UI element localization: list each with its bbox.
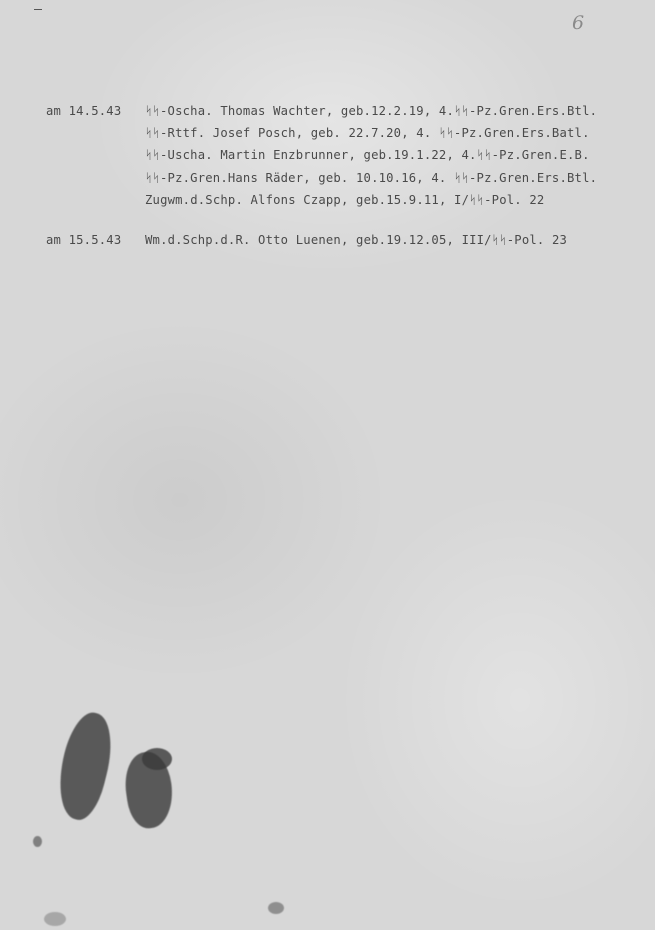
entry-date: am 15.5.43	[46, 233, 122, 247]
entry-line: Wm.d.Schp.d.R. Otto Luenen, geb.19.12.05, III/ᛋᛋ-Pol. 23	[145, 233, 568, 247]
entry-date: am 14.5.43	[46, 104, 122, 118]
entry-lines	[145, 229, 567, 251]
entry-line: ᛋᛋ-Uscha. Martin Enzbrunner, geb.19.1.22, 4.ᛋᛋ-Pz.Gren.E.B.	[145, 148, 590, 163]
entry-line: ᛋᛋ-Rttf. Josef Posch, geb. 22.7.20, 4. ᛋᛋ-Pz.Gren.Ers.Batl.	[145, 126, 590, 141]
corner-mark	[34, 9, 42, 10]
ink-stain	[33, 836, 42, 847]
entry-line: ᛋᛋ-Oscha. Thomas Wachter, geb.12.2.19, 4.ᛋᛋ-Pz.Gren.Ers.Btl.	[145, 104, 598, 118]
ink-stain	[268, 902, 284, 914]
ink-stain	[142, 748, 172, 770]
page-number: 6	[572, 12, 585, 34]
ink-stain	[44, 912, 66, 926]
ink-stain	[50, 708, 121, 824]
entry-line: Zugwm.d.Schp. Alfons Czapp, geb.15.9.11, I/ᛋᛋ-Pol. 22	[145, 192, 545, 207]
entry-lines	[145, 100, 597, 211]
entry-line: ᛋᛋ-Pz.Gren.Hans Räder, geb. 10.10.16, 4. ᛋᛋ-Pz.Gren.Ers.Btl.	[145, 170, 598, 185]
